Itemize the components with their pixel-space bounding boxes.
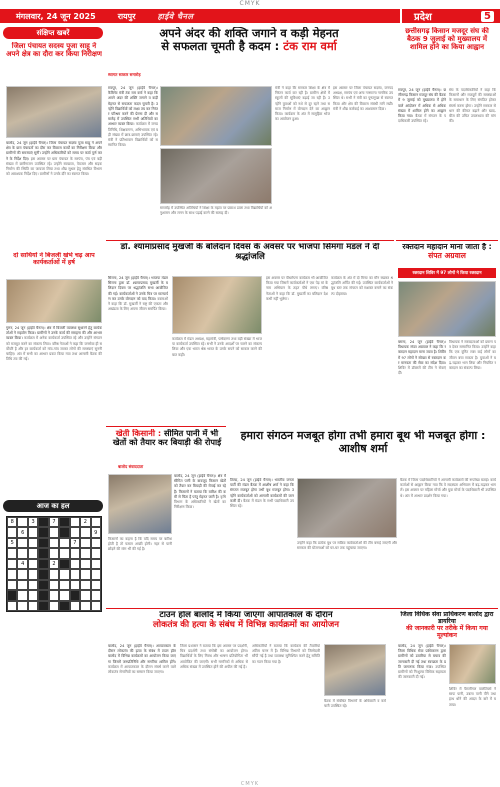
right-top-headline: छत्तीसगढ़ किसान मजदूर संघ की बैठक 9 जुलाई को मुख्यालय में शामिल होने का किया आह्वान	[405, 27, 489, 52]
bjp-story-col2: कार्यक्रम में मंडल अध्यक्ष, महामंत्री, पार्षदगण तथा बड़ी संख्या में भाजपा कार्यकर्ता उपस्थित रहे। सभी ने उनके आदर्शों पर चलने का संकल्प लिया और एक भारत श्रेष्ठ भारत के उनके सपने को साकार करने की बात कही।	[172, 337, 262, 357]
blood-story-col2: विधायक ने रक्तदाताओं को प्रमाण पत्र देकर सम्मानित किया। उन्होंने कहा कि एक यूनिट रक्त कई लोगों का जीवन बचा सकता है। युवाओं ने बढ़-चढ़कर भाग लिया और नियमित रक्तदान का संकल्प लिया।	[449, 340, 496, 371]
puzzle-cell	[17, 569, 27, 579]
edition-city: रायपुर	[117, 11, 136, 21]
town-hall-col2: जिला प्रशासन ने बताया कि इस अवसर पर प्रदर्शनी, चित्र प्रदर्शनी तथा संगोष्ठी का आयोजन होगा। विद्यार्थियों के लिए निबंध और भाषण प्रतियोगिता भी आयोजित की जाएगी। सभी नागरिकों से अधिक से अधिक संख्या में उपस्थित होने की अपील की गई है।	[180, 644, 248, 669]
puzzle-cell	[59, 559, 69, 569]
booth-story-col3: बैठक में जिला पदाधिकारियों ने आगामी कार्यक्रमों की रूपरेखा बताई। कार्यकर्ताओं से आह्वान किया गया कि वे सदस्यता अभियान में बढ़-चढ़कर भाग लें। इस अवसर पर महिला मोर्चा और युवा मोर्चा के पदाधिकारी भी उपस्थित थे। अंत में आभार प्रदर्शन किया गया।	[400, 478, 496, 498]
main-story-body: रायपुर, 24 जून (हाईवे चैनल)। कैबिनेट मंत्री टंक राम वर्मा ने कहा कि अपने अंदर की शक्ति जगाने व कड़ी मेहनत से सफलता कदम चूमती है। उन्होंने विद्यार्थियों को लक्ष्य तय कर निरंतर परिश्रम करने की प्रेरणा दी और समारोह में उपस्थित सभी अतिथियों का आभार व्यक्त किया। कार्यक्रम में जनप्रतिनिधि, शिक्षकगण, अभिभावक एवं बड़ी संख्या में छात्र-छात्राएं उपस्थित रहे। मंत्री ने प्रतिभावान विद्यार्थियों को सम्मानित किया।	[108, 86, 158, 148]
puzzle-cell	[80, 580, 90, 590]
puzzle-cell	[7, 559, 17, 569]
puzzle-cell	[28, 580, 38, 590]
farming-story-headline: खेती किसानी : सीमित पानी में भी खेतों को तैयार कर बियाड़ी की रोपाई	[112, 429, 222, 448]
bjp-story-col4: कार्यक्रम के अंत में दो मिनट का मौन रखकर श्रद्धांजलि अर्पित की गई। उपस्थित कार्यकर्ताओं ने बूथ स्तर तक संगठन को सशक्त बनाने का संकल्प दोहराया।	[331, 276, 393, 296]
divider-bottom	[106, 608, 498, 609]
divider-main	[106, 240, 394, 241]
puzzle-cell	[59, 590, 69, 600]
puzzle-cell	[7, 580, 17, 590]
puzzle-cell	[80, 559, 90, 569]
brief-story2-body: गुरूर, 24 जून (हाईवे चैनल)। क्षेत्र में बिजली व्यवस्था सुधारने हेतु कार्यकर्ताओं ने सहयोग किया। ग्रामीणों ने उनके कार्य की सराहना की और आभार व्यक्त किया। कार्यक्रम में अनेक कार्यकर्ता उपस्थित रहे और उन्होंने संगठन को मजबूत करने का संकल्प लिया। वरिष्ठ नेताओं ने कहा कि जनसेवा ही सर्वोपरि है और हर कार्यकर्ता को गांव-गांव जाकर लोगों की समस्याएं सुननी चाहिए। अंत में सभी का आभार प्रकट किया गया तथा आगामी बैठक की तिथि तय की गई।	[6, 326, 102, 362]
puzzle-cell	[70, 548, 80, 558]
puzzle-cell	[38, 548, 48, 558]
brief-story1-headline: जिला पंचायत सदस्य पूजा साहू ने अपने क्षेत्र का दौरा कर किया निरीक्षण	[6, 42, 102, 59]
issue-date: मंगलवार, 24 जून 2025	[16, 11, 96, 21]
print-color-marker-bottom: CMYK	[240, 781, 260, 787]
puzzle-title-bar	[3, 500, 103, 512]
puzzle-cell	[80, 548, 90, 558]
main-story-col3: मंत्री ने कहा कि सरकार शिक्षा के क्षेत्र में निरंतर कार्य कर रही है। ग्रामीण क्षेत्रों में स्कूलों की सुविधाएं बढ़ाई जा रही हैं। उन्होंने युवाओं को नशे से दूर रहने तथा समाज निर्माण में योगदान देने का आह्वान किया। कार्यक्रम के अंत में सामूहिक भोज का आयोजन हुआ।	[275, 86, 330, 122]
puzzle-cell	[59, 548, 69, 558]
puzzle-cell	[91, 517, 101, 527]
town-hall-headline: टाउन हॉल बालोद में किया जाएगा आपातकाल के दौरान लोकतंत्र की हत्या के संबंध में विभिन्न कार्यक्रमों का आयोजन	[153, 611, 339, 630]
puzzle-cell	[28, 538, 38, 548]
puzzle-cell	[38, 527, 48, 537]
puzzle-cell: 7	[49, 517, 59, 527]
puzzle-cell	[7, 601, 17, 611]
puzzle-cell: 4	[17, 559, 27, 569]
puzzle-cell	[49, 548, 59, 558]
puzzle-cell: 3	[28, 517, 38, 527]
puzzle-cell	[38, 538, 48, 548]
puzzle-cell	[38, 517, 48, 527]
puzzle-cell	[49, 538, 59, 548]
puzzle-cell	[59, 517, 69, 527]
right-top-col2: संघ के पदाधिकारियों ने कहा कि किसानों और मजदूरों की समस्याओं के समाधान के लिए संगठित होकर संघर्ष करना होगा। उन्होंने सरकार से धान की कीमत बढ़ाने और खाद-बीज की उचित उपलब्धता की मांग की।	[449, 88, 496, 124]
blood-story-body: बसना, 24 जून (हाईवे चैनल)। विधायक संपत अग्रवाल ने कहा कि रक्तदान महादान माना जाता है। शिविर में 97 लोगों ने स्वेच्छा से रक्तदान कर मानवता की सेवा का संदेश दिया। शिविर में डॉक्टरों की टीम ने सेवाएं दीं।	[398, 340, 446, 376]
puzzle-cell	[17, 601, 27, 611]
puzzle-title: आज का हल	[3, 500, 103, 512]
blood-story-headline: रक्तदान महादान माना जाता है : संपत अग्रवाल	[402, 243, 492, 260]
section-band	[400, 9, 500, 23]
main-story-headline: अपने अंदर की शक्ति जगाने व कड़ी मेहनत से सफलता चूमती है कदम : टंक राम वर्मा	[159, 27, 339, 54]
legal-story-body: बालोद, 24 जून (हाईवे चैनल)। जिला विधिक सेवा प्राधिकरण द्वारा ग्रामीणों को डायरिया से बचाव की जानकारी दी गई तथा स्वच्छता के प्रति जागरूक किया गया। उपस्थित ग्रामीणों को निःशुल्क विधिक सहायता की जानकारी दी गई।	[398, 644, 446, 680]
puzzle-cell	[91, 538, 101, 548]
town-hall-photo	[324, 644, 386, 696]
puzzle-cell	[28, 548, 38, 558]
puzzle-cell	[80, 590, 90, 600]
puzzle-cell	[7, 548, 17, 558]
puzzle-cell	[17, 538, 27, 548]
puzzle-cell	[28, 601, 38, 611]
puzzle-cell	[70, 527, 80, 537]
main-story-photo-1	[160, 86, 272, 146]
puzzle-cell	[7, 527, 17, 537]
booth-story-photo	[297, 478, 397, 538]
puzzle-cell	[28, 559, 38, 569]
puzzle-cell	[59, 527, 69, 537]
puzzle-cell	[49, 580, 59, 590]
puzzle-cell	[17, 548, 27, 558]
puzzle-cell: 7	[70, 538, 80, 548]
puzzle-cell	[91, 559, 101, 569]
puzzle-cell	[28, 569, 38, 579]
puzzle-cell	[70, 580, 80, 590]
puzzle-cell	[70, 601, 80, 611]
farming-story-photo	[108, 474, 172, 534]
puzzle-cell: 2	[49, 559, 59, 569]
puzzle-cell	[38, 569, 48, 579]
legal-story-photo	[449, 644, 496, 684]
brief-story1-photo	[6, 86, 102, 138]
puzzle-cell	[17, 590, 27, 600]
puzzle-cell	[80, 601, 90, 611]
bjp-story-photo	[172, 276, 262, 334]
puzzle-cell: 2	[80, 517, 90, 527]
town-hall-col3: अधिकारियों ने बताया कि कार्यक्रम की तैयारियां अंतिम चरण में हैं। विभिन्न विभागों को जिम्मेदारी सौंपी गई है तथा व्यवस्था सुनिश्चित करने हेतु समिति का गठन किया गया है।	[252, 644, 320, 664]
blood-story-photo	[398, 281, 496, 337]
main-story-tag: स्वागत सत्कार समारोह	[108, 72, 141, 77]
town-hall-body: बालोद, 24 जून (हाईवे चैनल)। आपातकाल के दौरान लोकतंत्र की हत्या के संबंध में टाउन हॉल बालोद में विभिन्न कार्यक्रमों का आयोजन किया जाएगा जिसमें जनप्रतिनिधि और नागरिक शामिल होंगे। कार्यक्रम में आपातकाल के दौरान संघर्ष करने वाले लोकतंत्र सेनानियों का सम्मान किया जाएगा।	[108, 644, 176, 675]
puzzle-cell	[59, 580, 69, 590]
puzzle-cell	[59, 538, 69, 548]
puzzle-cell	[38, 580, 48, 590]
newspaper-brand: हाईवे चैनल	[157, 11, 194, 21]
page-header	[0, 9, 500, 23]
puzzle-cell	[17, 517, 27, 527]
farming-story-col2: किसानों का कहना है कि यदि समय पर बारिश होती है तो फसल अच्छी होगी। नहर से पानी छोड़ने की मांग भी की गई है।	[108, 537, 172, 552]
puzzle-cell	[7, 569, 17, 579]
print-color-marker: CMYK	[239, 0, 261, 7]
puzzle-cell	[49, 590, 59, 600]
puzzle-cell	[80, 569, 90, 579]
divider-blood	[396, 240, 498, 241]
puzzle-cell	[80, 527, 90, 537]
main-story-continued: समारोह में उपस्थित अतिथियों ने शिक्षा के महत्व पर प्रकाश डाला तथा विद्यार्थियों को अनुशासन और लगन के साथ पढ़ाई करने की सलाह दी।	[160, 206, 272, 216]
main-story-col4: इस अवसर पर जिला पंचायत सदस्य, जनपद अध्यक्ष, सरपंच एवं अन्य गणमान्य नागरिक उपस्थित थे। सभी ने मंत्री का पुष्पगुच्छ से स्वागत किया और क्षेत्र की विकास संबंधी मांगें रखीं। मंत्री ने शीघ्र कार्रवाई का आश्वासन दिया।	[333, 86, 393, 111]
puzzle-cell	[91, 601, 101, 611]
puzzle-cell	[59, 601, 69, 611]
puzzle-cell: 8	[7, 517, 17, 527]
puzzle-cell	[59, 569, 69, 579]
main-story-photo-2	[160, 148, 272, 204]
brief-story1-body: बालोद, 24 जून (हाईवे चैनल)। जिला पंचायत सदस्य पूजा साहू ने अपने क्षेत्र के ग्राम पंचायतों का दौरा कर विकास कार्यों का निरीक्षण किया और ग्रामीणों की समस्याएं सुनीं। उन्होंने अधिकारियों को समय पर कार्य पूर्ण करने के निर्देश दिए। इस अवसर पर ग्राम पंचायत के सरपंच, पंच एवं बड़ी संख्या में ग्रामीणजन उपस्थित रहे। उन्होंने स्वच्छता, पेयजल और सड़क निर्माण की स्थिति का जायजा लिया तथा शीघ्र सुधार हेतु संबंधित विभाग को आवश्यक निर्देश दिए। ग्रामीणों ने उनके दौरे का स्वागत किया।	[6, 141, 102, 177]
legal-story-headline: जिला विधिक सेवा प्राधिकरण बालोद द्वारा डायरिया की जानकारी पर तरीके में किया गया मूल्यांकन	[400, 611, 494, 640]
puzzle-cell	[7, 590, 17, 600]
puzzle-cell	[70, 559, 80, 569]
bjp-story-headline: डॉ. श्यामाप्रसाद मुखर्जी के बलिदान दिवस के अवसर पर भाजपा सिमगा मंडल ने दी श्रद्धांजलि	[120, 243, 380, 262]
farming-story-byline: बालोद संवाददाता	[118, 464, 144, 469]
puzzle-cell	[91, 580, 101, 590]
puzzle-cell: 6	[17, 527, 27, 537]
page-number: 5	[481, 11, 494, 22]
bjp-story-body: सिमगा, 24 जून (हाईवे चैनल)। भाजपा मंडल सिमगा द्वारा डॉ. श्यामाप्रसाद मुखर्जी के बलिदान दिवस पर श्रद्धांजलि सभा आयोजित की गई। कार्यकर्ताओं ने उनके चित्र पर माल्यार्पण कर उनके योगदान को याद किया। वक्ताओं ने कहा कि डॉ. मुखर्जी ने राष्ट्र की एकता और अखंडता के लिए अपना जीवन समर्पित किया।	[108, 276, 168, 312]
section-name: प्रदेश	[414, 12, 432, 23]
puzzle-grid	[6, 516, 102, 612]
puzzle-cell	[70, 569, 80, 579]
bjp-story-col3: इस अवसर पर पौधरोपण कार्यक्रम भी आयोजित किया गया जिसमें कार्यकर्ताओं ने एक पेड़ मां के नाम अभियान के तहत पौधे लगाए। वरिष्ठ नेताओं ने कहा कि डॉ. मुखर्जी का बलिदान देश कभी नहीं भूलेगा।	[266, 276, 328, 301]
puzzle-cell	[91, 590, 101, 600]
puzzle-cell	[49, 569, 59, 579]
puzzle-cell	[70, 517, 80, 527]
puzzle-cell	[91, 548, 101, 558]
puzzle-cell: 9	[91, 527, 101, 537]
brief-story2-headline: दो साथियों ने बिजली खंभे चढ़ आप कार्यकर्ताओं में हर्ष	[13, 252, 95, 267]
brief-title-bar	[3, 27, 103, 39]
puzzle-cell	[70, 590, 80, 600]
divider-farming	[106, 426, 226, 427]
puzzle-cell	[91, 569, 101, 579]
puzzle-cell	[80, 538, 90, 548]
puzzle-cell	[49, 601, 59, 611]
booth-story-col2: उन्होंने कहा कि प्रत्येक बूथ पर सक्रिय कार्यकर्ताओं की टीम बनाई जाएगी और सरकार की योजनाओं को घर-घर तक पहुंचाया जाएगा।	[297, 541, 397, 551]
header-left-band	[0, 9, 400, 23]
legal-story-col2: शिविर में पैरालीगल वालंटियर्स ने साफ पानी, उबला पानी पीने तथा हाथ धोने की आदत के बारे में बताया।	[449, 687, 496, 707]
right-top-body: रायपुर, 24 जून (हाईवे चैनल)। छत्तीसगढ़ किसान मजदूर संघ की बैठक में 9 जुलाई को मुख्यालय में होने वाले आंदोलन में अधिक से अधिक संख्या में शामिल होने का आह्वान किया गया। बैठक में संगठन के पदाधिकारी उपस्थित रहे।	[398, 88, 446, 124]
puzzle-cell	[28, 590, 38, 600]
puzzle-cell	[28, 527, 38, 537]
puzzle-cell	[49, 527, 59, 537]
farming-story-body: बालोद, 24 जून (हाईवे चैनल)। क्षेत्र में सीमित पानी के बावजूद किसान खेतों को तैयार कर बियाड़ी की रोपाई कर रहे हैं। किसानों ने बताया कि बारिश की कमी से चिंता है परंतु मेहनत जारी है। कृषि विभाग के अधिकारियों ने खेतों का निरीक्षण किया।	[174, 474, 226, 510]
puzzle-cell: 5	[7, 538, 17, 548]
puzzle-cell	[17, 580, 27, 590]
booth-story-body: तिल्दा, 24 जून (हाईवे चैनल)। भारतीय जनता पार्टी की मंडल बैठक में आशीष शर्मा ने कहा कि संगठन मजबूत होगा तभी बूथ मजबूत होगा। उन्होंने कार्यकर्ताओं को आगामी कार्यक्रमों की जानकारी दी। बैठक में मंडल के सभी पदाधिकारी उपस्थित रहे।	[230, 478, 294, 509]
puzzle-cell	[38, 601, 48, 611]
town-hall-col4: बैठक में संबंधित विभागों के अधिकारी व कर्मचारी उपस्थित रहे।	[324, 699, 386, 709]
blood-story-subhead: रक्तदान शिविर में 97 लोगों ने किया रक्तदान	[398, 268, 496, 278]
brief-title: संक्षिप्त खबरें	[3, 27, 103, 39]
puzzle-cell	[38, 590, 48, 600]
brief-story2-photo	[6, 279, 102, 323]
booth-story-headline: हमारा संगठन मजबूत होगा तभी हमारा बूथ भी मजबूत होगा : आशीष शर्मा	[240, 430, 486, 455]
puzzle-cell	[38, 559, 48, 569]
